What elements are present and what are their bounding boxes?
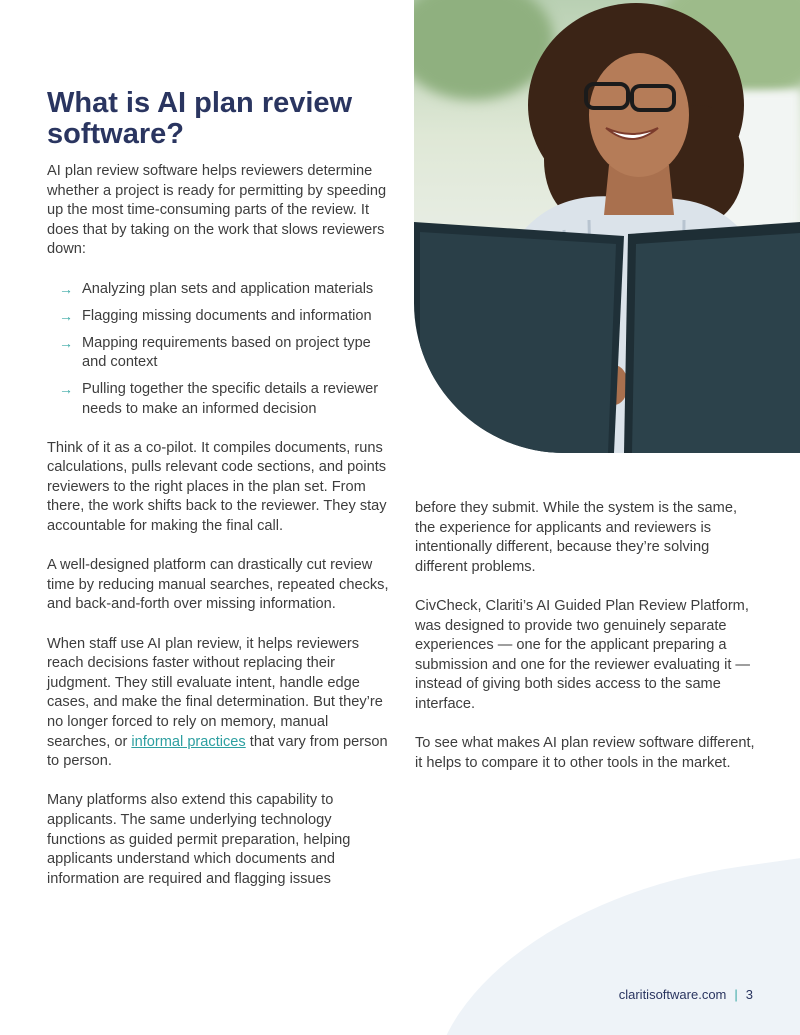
left-column	[47, 162, 392, 909]
list-item: → Analyzing plan sets and application materials	[47, 280, 392, 300]
list-item: → Flagging missing documents and information	[47, 307, 392, 327]
right-column	[415, 499, 760, 793]
compare-paragraph: To see what makes AI plan review software different, it helps to compare it to other tools in the market.	[415, 735, 755, 771]
continued-paragraph: before they submit. While the system is the same, the experience for applicants and reviewers is intentionally different, because they’re solving different problems.	[415, 500, 738, 575]
page-footer	[619, 987, 753, 1002]
copilot-paragraph: Think of it as a co-pilot. It compiles documents, runs calculations, pulls relevant code sections, and points reviewers to the right places in the plan set. From there, the work shifts back to the reviewer. They stay accountable for making the final call.	[47, 439, 387, 534]
background-wave	[405, 830, 800, 1035]
arrow-right-icon: →	[59, 280, 73, 297]
footer-site: claritisoftware.com	[618, 987, 727, 1002]
page-number: 3	[745, 987, 753, 1002]
applicants-paragraph: Many platforms also extend this capability to applicants. The same underlying technology functions as guided permit preparation, helping applicants understand which documents and information are required and flagging issues	[47, 792, 351, 887]
arrow-right-icon: →	[59, 334, 73, 351]
page-title: What is AI plan review software?	[47, 87, 353, 150]
platform-paragraph: A well-designed platform can drastically cut review time by reducing manual searches, repeated checks, and back-and-forth over missing information.	[47, 557, 389, 613]
arrow-right-icon: →	[59, 307, 73, 324]
list-item: → Mapping requirements based on project type and context	[59, 334, 371, 371]
bullet-list	[47, 280, 392, 420]
staff-paragraph: When staff use AI plan review, it helps reviewers reach decisions faster without replacing their judgment. They still evaluate intent, handle edge cases, and make the final determination. But they’re no longer forced to rely on memory, manual searches, or informal practices that vary from person to person.	[47, 635, 388, 770]
list-item: → Pulling together the specific details a reviewer needs to make an informed decision	[59, 381, 379, 418]
hero-photo	[414, 0, 800, 453]
footer-separator: |	[734, 987, 738, 1002]
civcheck-paragraph: CivCheck, Clariti’s AI Guided Plan Review Platform, was designed to provide two genuinely separate experiences — one for the applicant preparing a submission and one for the reviewer evaluating it — instead of giving both sides access to the same interface.	[415, 597, 751, 712]
arrow-right-icon: →	[59, 381, 73, 398]
intro-paragraph: AI plan review software helps reviewers determine whether a project is ready for permitting by speeding up the most time-consuming parts of the review. It does that by taking on the work that slows reviewers down:	[47, 163, 387, 258]
informal-practices-link[interactable]: informal practices	[131, 733, 246, 750]
